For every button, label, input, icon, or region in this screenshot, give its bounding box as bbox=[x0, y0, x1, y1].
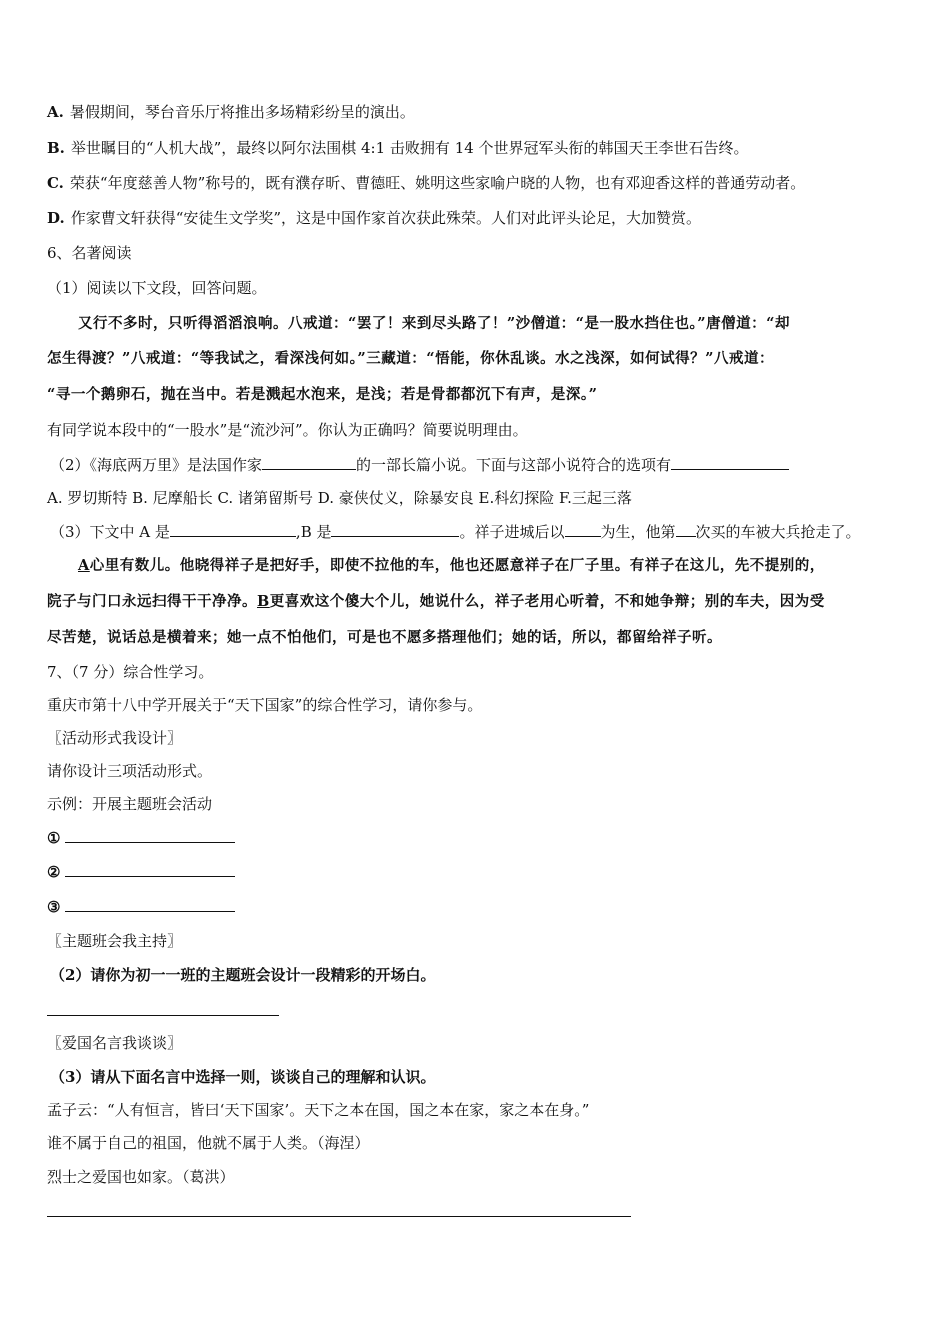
section-heading: 〖爱国名言我谈谈〗 bbox=[47, 1034, 183, 1052]
q6-part2 bbox=[50, 453, 910, 476]
option-a bbox=[47, 101, 910, 123]
example-text: 示例：开展主题班会活动 bbox=[47, 795, 213, 813]
circled-number: ① bbox=[47, 829, 61, 847]
quote: 孟子云：“人有恒言，皆曰‘天下国家’。天下之本在国，国之本在家，家之本在身。” bbox=[47, 1101, 590, 1119]
q6-passage-line: “寻一个鹅卵石，抛在当中。若是溅起水泡来，是浅；若是骨都都沉下有声，是深。” bbox=[47, 386, 598, 403]
q6-part3-text-e: 次买的车被大兵抢走了。 bbox=[695, 523, 861, 541]
passage2-text: 心里有数儿。他晓得祥子是把好手，即使不拉他的车，他也还愿意祥子在厂子里。有祥子在这儿，先不提别的， bbox=[89, 557, 825, 574]
q6-passage-line: 又行不多时，只听得滔滔浪响。八戒道：“罢了！来到尽头路了！”沙僧道：“是一股水挡住也。”唐僧道：“却 bbox=[78, 315, 790, 332]
q6-part1-question: 有同学说本段中的“一股水”是“流沙河”。你认为正确吗？简要说明理由。 bbox=[47, 421, 528, 439]
q7-intro: 重庆市第十八中学开展关于“天下国家”的综合性学习，请你参与。 bbox=[47, 696, 483, 714]
section-heading: 〖活动形式我设计〗 bbox=[47, 729, 183, 747]
option-c bbox=[47, 172, 910, 194]
q6-passage2-line: 尽苦楚，说话总是横着来；她一点不怕他们，可是也不愿多搭理他们；她的话，所以，都留给祥子听。 bbox=[47, 629, 722, 646]
answer-blank[interactable] bbox=[331, 520, 459, 537]
passage2-text: 更喜欢这个傻大个儿，她说什么，祥子老用心听着，不和她争辩；别的车夫，因为受 bbox=[269, 593, 825, 610]
option-text: 暑假期间，琴台音乐厅将推出多场精彩纷呈的演出。 bbox=[69, 103, 415, 121]
q6-passage-line: 怎生得渡？”八戒道：“等我试之，看深浅何如。”三藏道：“悟能，你休乱谈。水之浅深，如何试得？”八戒道： bbox=[47, 350, 774, 367]
q6-part2-text-a: （2）《海底两万里》是法国作家 bbox=[50, 456, 263, 474]
q6-part2-options: A. 罗切斯特 B. 尼摩船长 C. 诸第留斯号 D. 豪侠仗义，除暴安良 E.科幻探险 F.三起三落 bbox=[47, 489, 632, 507]
q6-part3-text-a: （3）下文中 A 是 bbox=[50, 523, 170, 541]
answer-blank[interactable] bbox=[676, 520, 696, 537]
option-d bbox=[47, 207, 910, 229]
answer-blank[interactable] bbox=[65, 826, 235, 843]
option-text: 举世瞩目的“人机大战”，最终以阿尔法围棋 4:1 击败拥有 14 个世界冠军头衔的韩国天王李世石告终。 bbox=[70, 139, 749, 157]
q6-passage2-line bbox=[78, 555, 910, 577]
answer-line-1 bbox=[47, 826, 910, 849]
q6-part3 bbox=[50, 520, 910, 543]
option-letter: A. bbox=[47, 103, 64, 121]
circled-number: ② bbox=[47, 863, 61, 881]
option-b bbox=[47, 137, 910, 159]
q6-passage2-line bbox=[47, 591, 910, 613]
q6-part3-text-c: 。祥子进城后以 bbox=[459, 523, 565, 541]
circled-number: ③ bbox=[47, 898, 61, 916]
answer-blank[interactable] bbox=[170, 520, 296, 537]
section-prompt: （3）请从下面名言中选择一则，谈谈自己的理解和认识。 bbox=[50, 1068, 436, 1086]
answer-blank[interactable] bbox=[565, 520, 601, 537]
q7-title: 7、（7 分）综合性学习。 bbox=[47, 663, 214, 681]
answer-rule[interactable] bbox=[47, 1015, 279, 1016]
answer-blank[interactable] bbox=[65, 895, 235, 912]
passage2-text: 院子与门口永远扫得干干净净。 bbox=[47, 593, 257, 610]
q6-part3-text-b: ,B 是 bbox=[295, 523, 332, 541]
q6-part1-intro: （1）阅读以下文段，回答问题。 bbox=[47, 279, 267, 297]
option-letter: B. bbox=[47, 139, 65, 157]
q6-title: 6、名著阅读 bbox=[47, 244, 132, 262]
passage-mark-b: B bbox=[257, 593, 270, 610]
answer-line-2 bbox=[47, 860, 910, 883]
option-text: 荣获“年度慈善人物”称号的，既有濮存昕、曹德旺、姚明这些家喻户晓的人物，也有邓迎香这样的普通劳动者。 bbox=[69, 174, 806, 192]
quote: 烈士之爱国也如家。（葛洪） bbox=[47, 1168, 235, 1186]
answer-rule[interactable] bbox=[47, 1216, 631, 1217]
passage-mark-a: A bbox=[78, 557, 90, 574]
answer-blank[interactable] bbox=[262, 453, 356, 470]
answer-blank[interactable] bbox=[671, 453, 789, 470]
q6-part3-text-d: 为生，他第 bbox=[600, 523, 676, 541]
section-heading: 〖主题班会我主持〗 bbox=[47, 932, 183, 950]
section-prompt: （2）请你为初一一班的主题班会设计一段精彩的开场白。 bbox=[50, 966, 436, 984]
option-letter: D. bbox=[47, 209, 65, 227]
option-letter: C. bbox=[47, 174, 64, 192]
answer-line-3 bbox=[47, 895, 910, 918]
answer-blank[interactable] bbox=[65, 860, 235, 877]
section-prompt: 请你设计三项活动形式。 bbox=[47, 762, 213, 780]
q6-part2-text-b: 的一部长篇小说。下面与这部小说符合的选项有 bbox=[356, 456, 672, 474]
quote: 谁不属于自己的祖国，他就不属于人类。（海涅） bbox=[47, 1134, 370, 1152]
option-text: 作家曹文轩获得“安徒生文学奖”，这是中国作家首次获此殊荣。人们对此评头论足，大加赞赏。 bbox=[70, 209, 702, 227]
